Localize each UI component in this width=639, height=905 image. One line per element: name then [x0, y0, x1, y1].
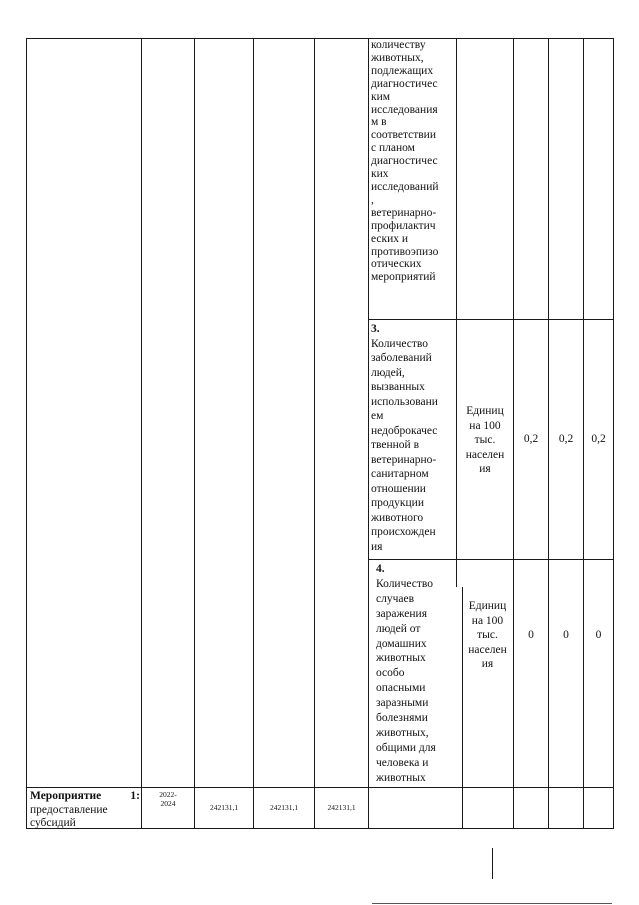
indicator-line: Количество — [371, 337, 428, 350]
col-border-0 — [26, 38, 27, 829]
period-line: 2024 — [160, 799, 176, 808]
row-separator-3 — [368, 319, 613, 320]
col-border-5 — [368, 38, 369, 829]
indicator-line: использовани — [371, 395, 438, 408]
measure-amount-1: 242131,1 — [209, 803, 239, 812]
col-border-3 — [253, 38, 254, 829]
col-border-6 — [456, 38, 457, 587]
indicator-3-value-2: 0,2 — [558, 433, 574, 445]
unit-line: на 100 — [469, 419, 501, 432]
indicator-line: вызванных — [371, 381, 425, 393]
unit-line: тыс. — [477, 629, 498, 641]
indicator-line: животного — [371, 511, 424, 524]
measure-title — [30, 790, 140, 831]
indicator-line: ем — [371, 410, 384, 422]
indicator-line: противоэпизо — [371, 245, 439, 258]
indicator-4-text — [376, 562, 456, 786]
measure-amount-2: 242131,1 — [269, 803, 299, 812]
measure-period — [142, 790, 194, 808]
indicator-line: ветеринарно- — [371, 453, 437, 466]
indicator-line: домашних — [376, 637, 427, 650]
indicator-line: происхожден — [371, 526, 436, 538]
indicator-line: исследования — [371, 103, 438, 116]
measure-title-line: субсидий — [30, 817, 76, 829]
indicator-line: санитарном — [371, 468, 429, 480]
indicator-line: ким — [371, 90, 391, 103]
unit-line: на 100 — [471, 614, 504, 627]
indicator-line: диагностичес — [371, 77, 438, 90]
indicator-line: людей от — [376, 622, 421, 635]
indicator-line: еских и — [371, 232, 409, 245]
indicator-3-value-3: 0,2 — [591, 433, 606, 445]
indicator-line: заболеваний — [371, 352, 432, 364]
indicator-line: заразными — [376, 697, 429, 710]
indicator-line: продукции — [371, 497, 424, 509]
unit-line: населен — [465, 448, 505, 461]
indicator-3-unit — [458, 404, 512, 477]
indicator-line: случаев — [376, 592, 415, 605]
indicator-4-value-3: 0 — [595, 629, 602, 641]
unit-line: ия — [481, 658, 494, 670]
indicator-line: ия — [371, 540, 383, 553]
indicator-text-continued — [371, 39, 453, 284]
indicator-line: количеству — [371, 39, 426, 51]
indicator-line: животных — [376, 771, 426, 784]
indicator-line: болезнями — [376, 712, 428, 725]
indicator-line: диагностичес — [371, 155, 438, 168]
measure-amount-3: 242131,1 — [327, 803, 356, 812]
indicator-line: отических — [371, 258, 422, 271]
indicator-line: животных — [376, 652, 426, 665]
indicator-line: особо — [376, 667, 405, 680]
indicator-4-value-1: 0 — [528, 629, 534, 641]
scan-mark — [492, 848, 493, 879]
measure-title-bold: Мероприятие 1: — [30, 790, 140, 802]
indicator-line: исследований — [371, 180, 439, 193]
indicator-line: ких — [371, 168, 389, 181]
indicator-number: 3. — [371, 323, 380, 335]
indicator-line: животных, — [371, 51, 424, 64]
unit-line: населен — [468, 643, 507, 656]
indicator-line: человека и — [376, 756, 429, 769]
indicator-line: твенной в — [371, 439, 420, 451]
indicator-4-value-2: 0 — [563, 629, 569, 641]
indicator-line: мероприятий — [371, 271, 436, 284]
indicator-line: животных, — [376, 726, 429, 739]
period-line: 2022- — [159, 790, 177, 799]
col-border-2 — [194, 38, 195, 829]
indicator-line: общими для — [376, 741, 436, 754]
indicator-line: подлежащих — [371, 64, 434, 77]
indicator-4-unit — [462, 599, 513, 672]
indicator-line: с планом — [371, 142, 415, 155]
unit-line: тыс. — [474, 434, 496, 446]
scan-mark-bottom — [372, 903, 612, 904]
row-separator-measure — [26, 787, 613, 788]
indicator-3-text — [371, 322, 453, 554]
indicator-line: опасными — [376, 682, 426, 695]
indicator-line: отношении — [371, 482, 426, 495]
indicator-line: недоброкачес — [371, 424, 438, 437]
indicator-line: ветеринарно- — [371, 206, 437, 219]
indicator-3-value-1: 0,2 — [523, 433, 539, 445]
indicator-line: м в — [371, 116, 387, 129]
indicator-line: заражения — [376, 607, 427, 620]
col-border-4 — [314, 38, 315, 829]
table-top-border — [26, 38, 613, 39]
row-separator-4 — [368, 559, 613, 560]
indicator-line: , — [371, 193, 374, 206]
indicator-line: профилактич — [371, 219, 436, 232]
unit-line: Единиц — [468, 600, 507, 612]
unit-line: Единиц — [466, 405, 504, 417]
indicator-number: 4. — [376, 563, 385, 575]
unit-line: ия — [479, 463, 491, 475]
col-border-10 — [613, 38, 614, 829]
col-border-1 — [141, 38, 142, 829]
indicator-line: людей, — [371, 366, 405, 379]
indicator-line: соответствии — [371, 129, 436, 142]
measure-title-line: предоставление — [30, 803, 108, 816]
indicator-line: Количество — [376, 577, 433, 590]
